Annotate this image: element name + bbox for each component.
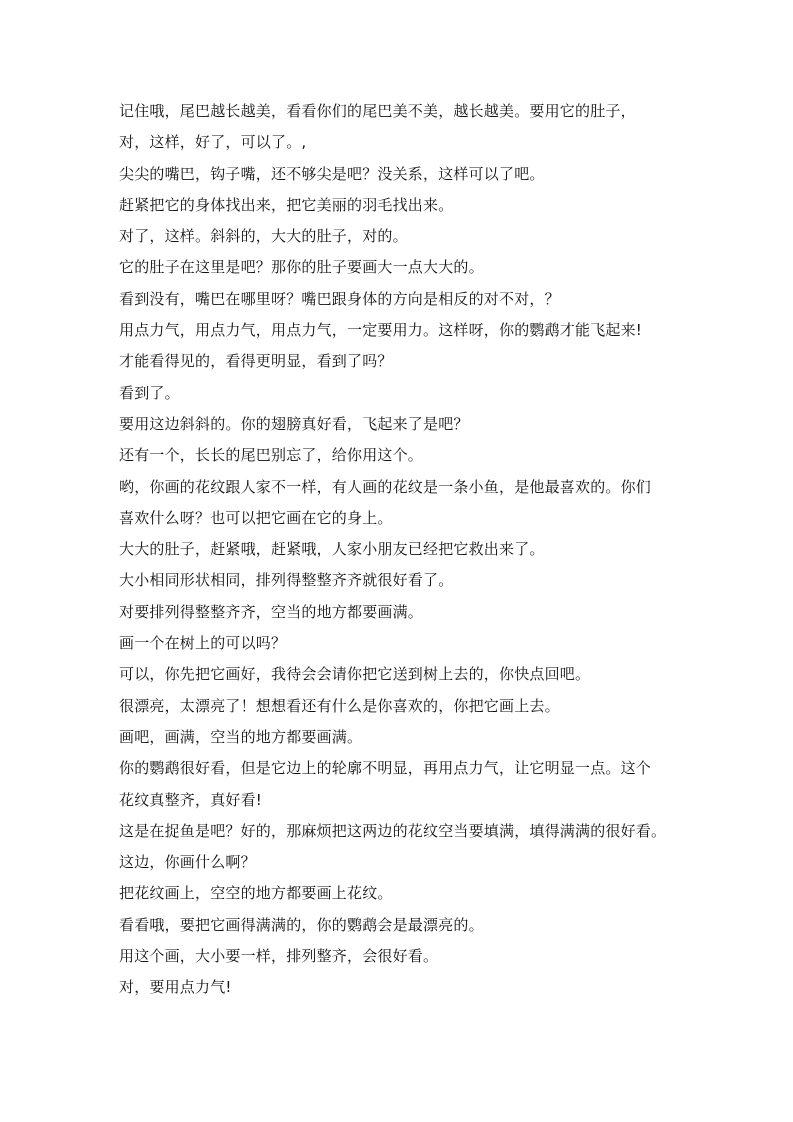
text-line: 对，这样，好了，可以了。, <box>119 133 307 152</box>
text-line: 它的肚子在这里是吧？那你的肚子要画大一点大大的。 <box>119 258 484 277</box>
text-line: 记住哦，尾巴越长越美，看看你们的尾巴美不美，越长越美。要用它的肚子， <box>119 102 636 120</box>
text-line: 画一个在树上的可以吗？ <box>119 634 287 653</box>
text-line: 大大的肚子，赶紧哦，赶紧哦，人家小朋友已经把它救出来了。 <box>119 540 545 559</box>
text-line: 看到没有，嘴巴在哪里呀？嘴巴跟身体的方向是相反的对不对，？ <box>119 289 560 308</box>
text-line: 这是在捉鱼是吧？好的，那麻烦把这两边的花纹空当要填满，填得满满的很好看。 <box>119 821 667 840</box>
text-line: 喜欢什么呀？也可以把它画在它的身上。 <box>119 508 393 527</box>
text-line: 对要排列得整整齐齐，空当的地方都要画满。 <box>119 602 424 621</box>
text-line: 你的鹦鹉很好看，但是它边上的轮廓不明显，再用点力气，让它明显一点。这个 <box>119 759 652 778</box>
text-line: 用这个画，大小要一样，排列整齐，会很好看。 <box>119 947 439 966</box>
text-line: 用点力气，用点力气，用点力气，一定要用力。这样呀，你的鹦鹉才能飞起来! <box>119 321 643 340</box>
text-line: 对，要用点力气! <box>119 978 232 997</box>
text-line: 花纹真整齐，真好看! <box>119 790 263 809</box>
text-line: 很漂亮，太漂亮了！想想看还有什么是你喜欢的，你把它画上去。 <box>119 696 560 715</box>
document-body <box>119 96 679 1004</box>
text-line: 尖尖的嘴巴，钩子嘴，还不够尖是吧？没关系，这样可以了吧。 <box>119 164 545 183</box>
text-line: 对了，这样。斜斜的，大大的肚子，对的。 <box>119 227 408 246</box>
text-line: 还有一个，长长的尾巴别忘了，给你用这个。 <box>119 446 424 465</box>
text-line: 赶紧把它的身体找出来，把它美丽的羽毛找出来。 <box>119 195 454 214</box>
text-line: 画吧，画满，空当的地方都要画满。 <box>119 727 363 746</box>
text-line: 大小相同形状相同，排列得整整齐齐就很好看了。 <box>119 571 454 590</box>
text-line: 才能看得见的，看得更明显，看到了吗？ <box>119 352 393 371</box>
text-line: 看到了。 <box>119 383 180 402</box>
text-line: 可以，你先把它画好，我待会会请你把它送到树上去的，你快点回吧。 <box>119 665 591 684</box>
text-line: 这边，你画什么啊？ <box>119 853 256 872</box>
text-line: 哟，你画的花纹跟人家不一样，有人画的花纹是一条小鱼，是他最喜欢的。你们 <box>119 477 652 496</box>
text-line: 要用这边斜斜的。你的翅膀真好看，飞起来了是吧？ <box>119 414 469 433</box>
text-line: 把花纹画上，空空的地方都要画上花纹。 <box>119 884 393 903</box>
text-line: 看看哦，要把它画得满满的，你的鹦鹉会是最漂亮的。 <box>119 915 484 934</box>
